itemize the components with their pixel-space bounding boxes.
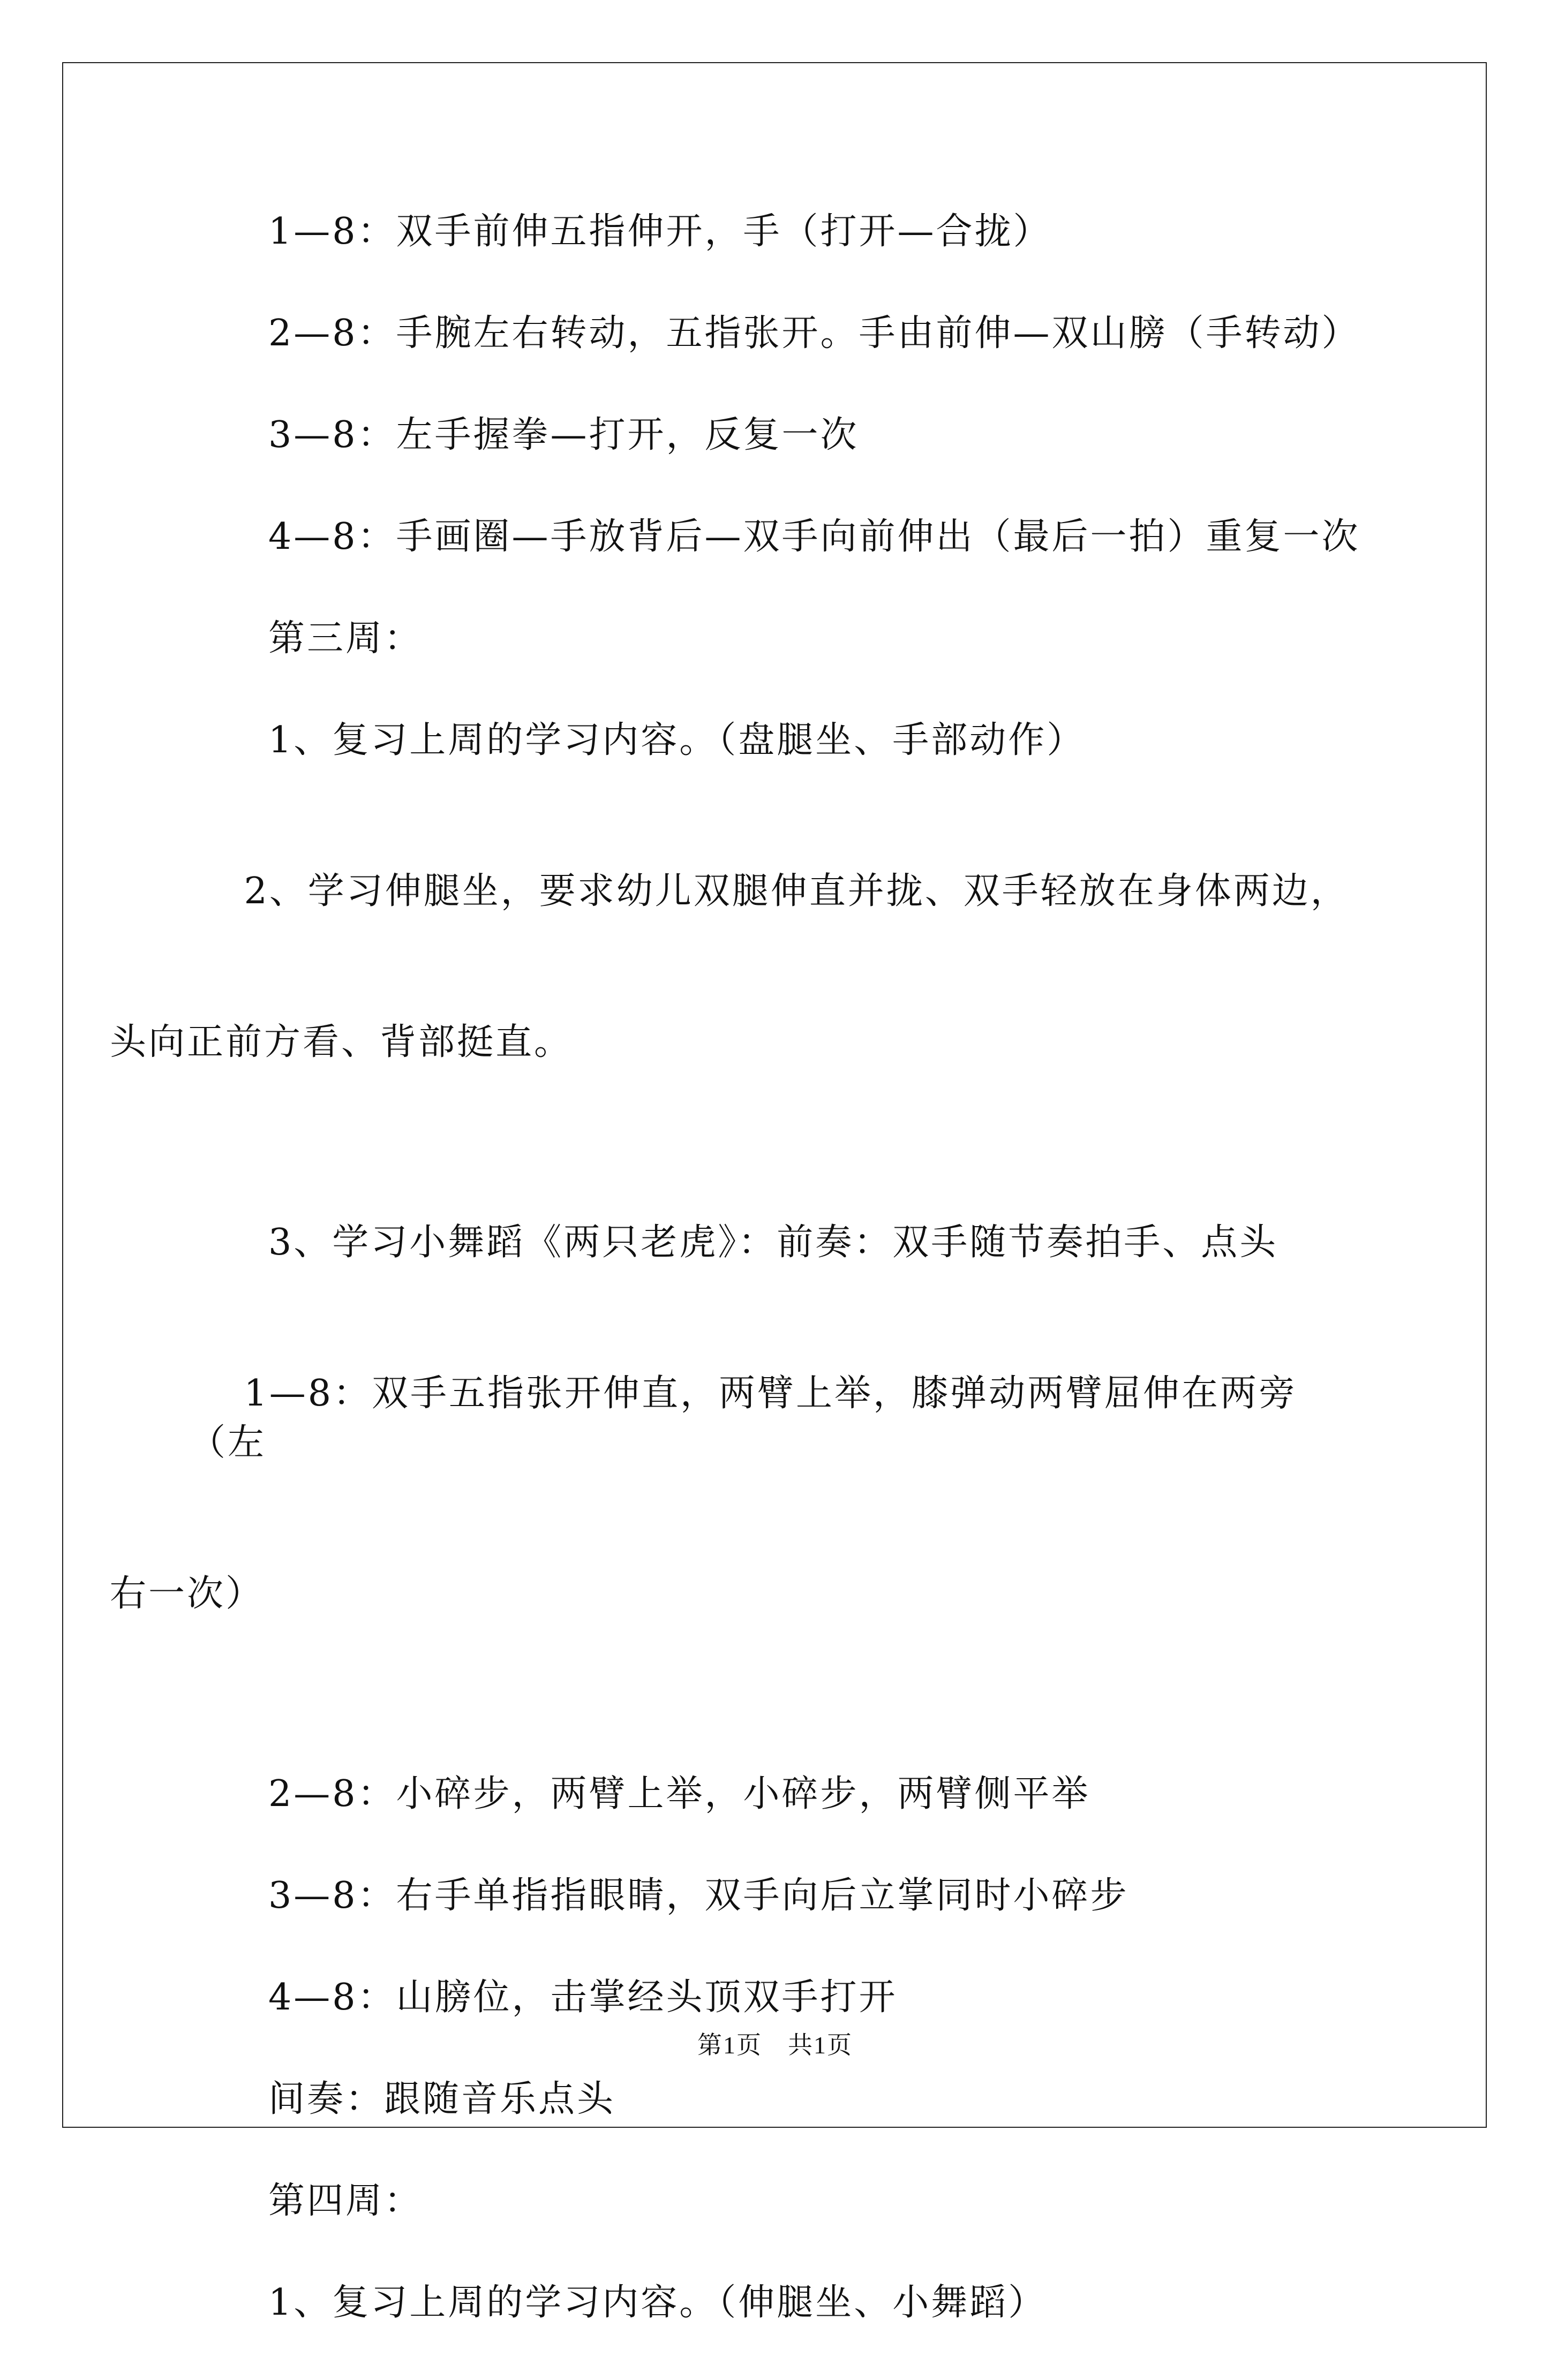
section-heading: 第三周： <box>268 617 423 660</box>
paragraph: 1、复习上周的学习内容。（伸腿坐、小舞蹈） <box>268 2281 1047 2324</box>
paragraph-line: 2、学习伸腿坐，要求幼儿双腿伸直并拢、双手轻放在身体两边， <box>244 870 1349 912</box>
page-footer: 第1页 共1页 <box>697 2031 853 2059</box>
paragraph-line: 头向正前方看、背部挺直。 <box>110 1021 573 1063</box>
paragraph-line: 1—8：双手五指张开伸直，两臂上举，膝弹动两臂屈伸在两旁（左 <box>189 1372 1297 1464</box>
paragraph: 1、复习上周的学习内容。（盘腿坐、手部动作） <box>268 719 1086 761</box>
paragraph-line: 右一次） <box>110 1573 265 1615</box>
section-heading: 第四周： <box>268 2180 423 2222</box>
paragraph: 3、学习小舞蹈《两只老虎》：前奏：双手随节奏拍手、点头 <box>268 1221 1278 1264</box>
paragraph: 2—8：小碎步，两臂上举，小碎步，两臂侧平举 <box>268 1773 1090 1815</box>
paragraph: 4—8：手画圈—手放背后—双手向前伸出（最后一拍）重复一次 <box>268 516 1360 558</box>
paragraph: 3—8：左手握拳—打开，反复一次 <box>268 414 859 456</box>
paragraph: 4—8：山膀位，击掌经头顶双手打开 <box>268 1976 898 2019</box>
paragraph-multiline <box>110 818 1367 1166</box>
paragraph: 间奏：跟随音乐点头 <box>268 2078 616 2120</box>
paragraph: 2—8：手腕左右转动，五指张开。手由前伸—双山膀（手转动） <box>268 312 1360 354</box>
paragraph: 3—8：右手单指指眼睛，双手向后立掌同时小碎步 <box>268 1875 1129 1917</box>
paragraph: 1—8：双手前伸五指伸开，手（打开—合拢） <box>268 210 1052 253</box>
paragraph-multiline <box>110 1320 1367 1717</box>
